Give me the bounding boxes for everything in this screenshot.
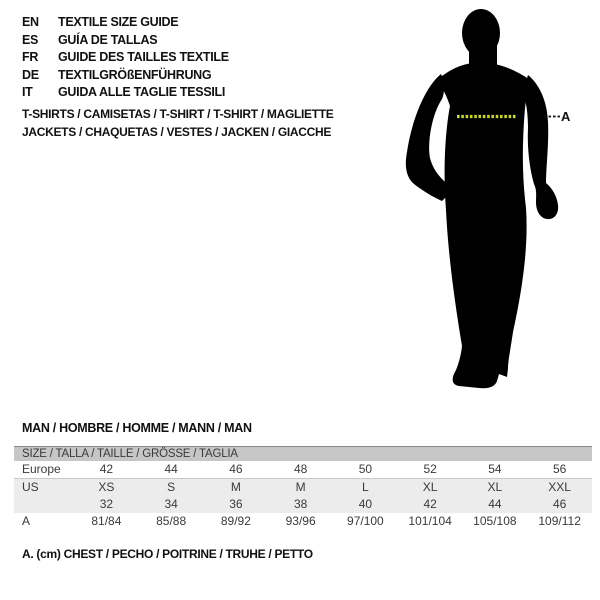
size-table-header: SIZE / TALLA / TAILLE / GRÖSSE / TAGLIA <box>14 446 592 461</box>
row-label: US <box>22 480 39 494</box>
cell: 44 <box>164 462 178 476</box>
cell: 36 <box>229 497 243 511</box>
cell: 48 <box>293 462 308 476</box>
row-label <box>14 496 74 513</box>
silhouette-right-arm <box>524 75 558 219</box>
cell: 38 <box>293 497 308 511</box>
table-row-europe <box>14 461 592 479</box>
cell: S <box>167 480 176 494</box>
row-label: Europe <box>22 462 61 476</box>
section-title-man: MAN / HOMBRE / HOMME / MANN / MAN <box>22 421 252 435</box>
silhouette-body <box>437 62 530 388</box>
language-code: IT <box>22 85 33 99</box>
row-label: A <box>22 514 31 528</box>
size-table <box>14 446 592 530</box>
cell: 89/92 <box>220 514 251 528</box>
language-label: GUIDE DES TAILLES TEXTILE <box>58 50 229 64</box>
cell: 101/104 <box>408 514 452 528</box>
cell: 32 <box>99 497 114 511</box>
cell: 56 <box>552 462 567 476</box>
language-label: GUÍA DE TALLAS <box>58 32 158 47</box>
cell: 46 <box>552 497 567 511</box>
cell: L <box>362 480 369 494</box>
language-row <box>22 84 229 102</box>
cell: XL <box>422 480 438 494</box>
cell: 40 <box>358 497 373 511</box>
cell: 50 <box>358 462 373 476</box>
cell: XXL <box>548 480 571 494</box>
cell: 52 <box>423 462 437 476</box>
cell: 85/88 <box>156 514 187 528</box>
language-code: DE <box>22 67 39 82</box>
language-label: TEXTILE SIZE GUIDE <box>58 15 179 29</box>
language-row <box>22 14 229 32</box>
language-label: GUIDA ALLE TAGLIE TESSILI <box>58 85 226 99</box>
man-figure <box>395 0 600 400</box>
cell: 46 <box>229 462 243 476</box>
language-code: ES <box>22 32 39 47</box>
language-code: FR <box>22 50 39 64</box>
cell: 44 <box>488 497 502 511</box>
cell: 109/112 <box>538 514 581 528</box>
cell: M <box>295 480 306 494</box>
category-tshirts: T-SHIRTS / CAMISETAS / T-SHIRT / T-SHIRT / MAGLIETTE <box>22 107 334 121</box>
table-row-numeric <box>14 496 592 513</box>
language-list <box>22 14 229 102</box>
cell: 42 <box>423 497 437 511</box>
language-label: TEXTILGRÖßENFÜHRUNG <box>58 67 212 82</box>
cell: 34 <box>164 497 178 511</box>
measure-label-a: A <box>561 109 571 124</box>
cell: 105/108 <box>473 514 517 528</box>
cell: 81/84 <box>91 514 122 528</box>
language-code: EN <box>22 15 39 29</box>
measurement-footnote: A. (cm) CHEST / PECHO / POITRINE / TRUHE / PETTO <box>22 547 313 561</box>
cell: XL <box>487 480 503 494</box>
cell: XS <box>98 480 115 494</box>
cell: 54 <box>488 462 502 476</box>
cell: 97/100 <box>347 514 384 528</box>
category-list <box>22 106 334 141</box>
language-row <box>22 67 229 85</box>
language-row <box>22 49 229 67</box>
language-row <box>22 32 229 50</box>
table-row-us <box>14 479 592 496</box>
category-jackets: JACKETS / CHAQUETAS / VESTES / JACKEN / GIACCHE <box>22 124 332 139</box>
cell: 93/96 <box>285 514 316 528</box>
cell: M <box>230 480 241 494</box>
table-row-chest-a <box>14 513 592 530</box>
cell: 42 <box>99 462 114 476</box>
man-silhouette <box>395 0 600 400</box>
